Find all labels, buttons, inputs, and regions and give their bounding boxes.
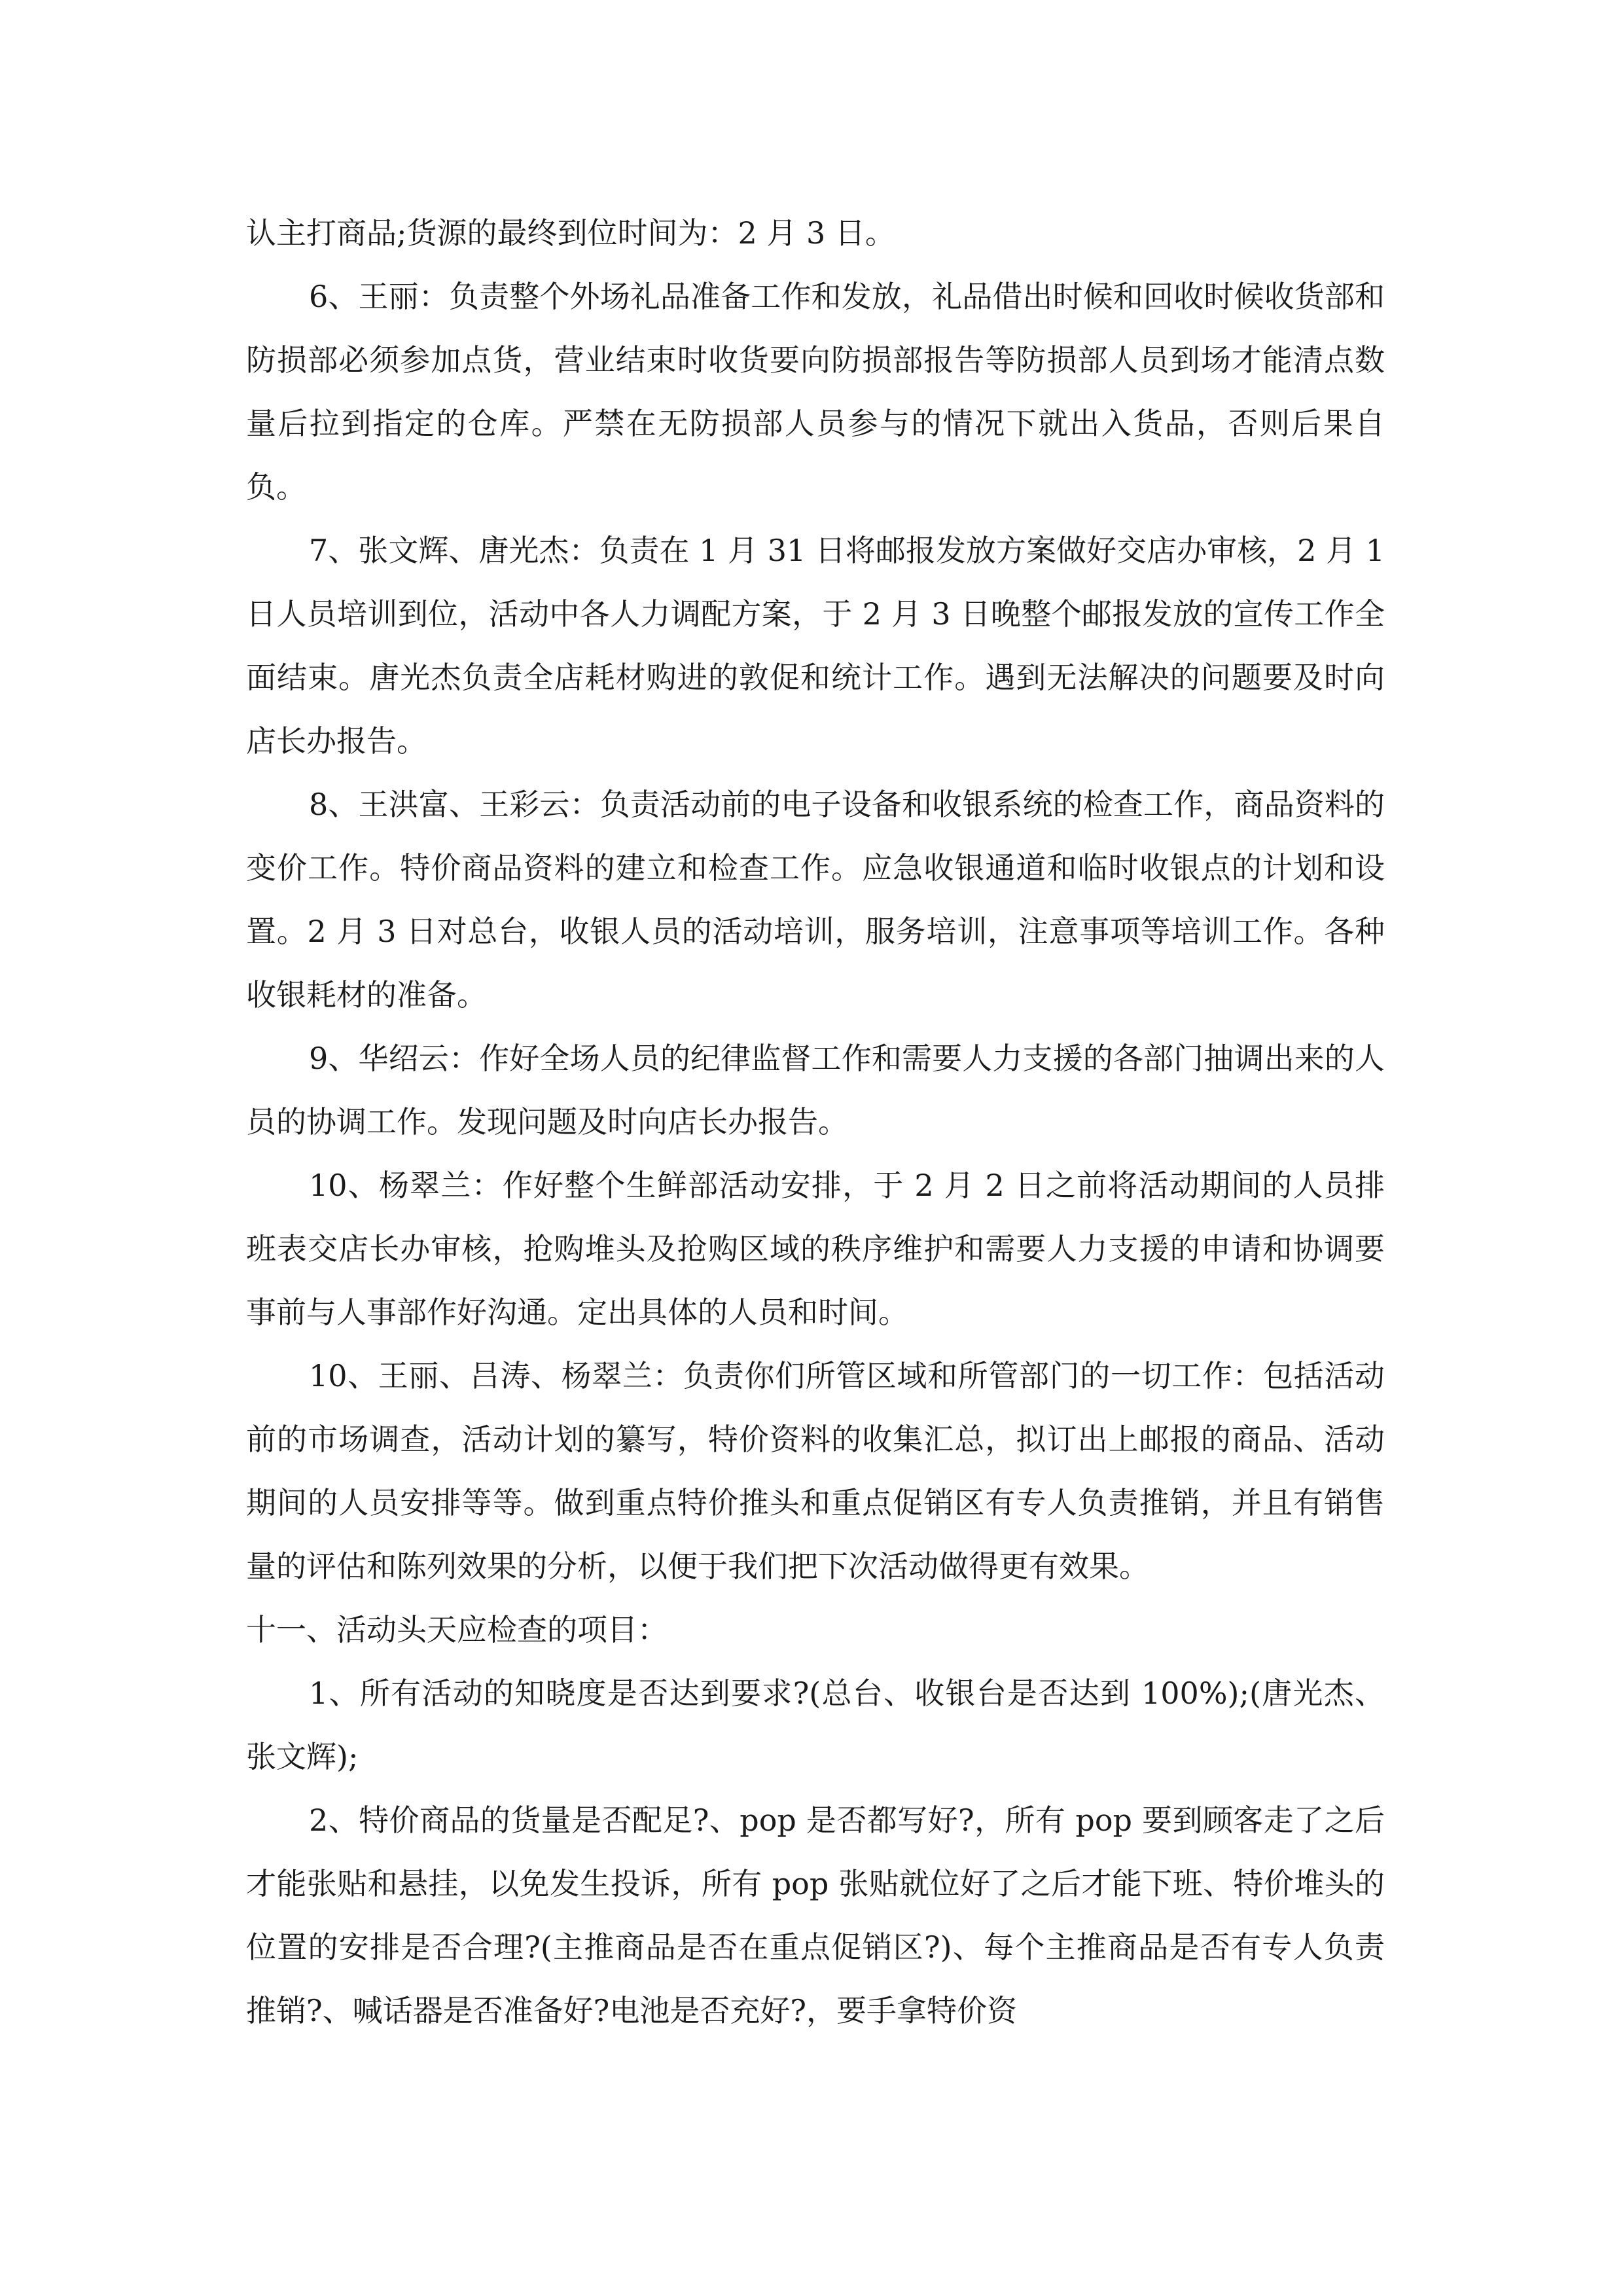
section-heading-11: 十一、活动头天应检查的项目： <box>246 1612 668 1647</box>
paragraph-check-1-awareness: 1、所有活动的知晓度是否达到要求?(总台、收银台是否达到 100%);(唐光杰、张文辉); <box>246 1676 1385 1774</box>
paragraph-item-10-area-managers: 10、王丽、吕涛、杨翠兰：负责你们所管区域和所管部门的一切工作：包括活动前的市场调查，活动计划的纂写，特价资料的收集汇总，拟订出上邮报的商品、活动期间的人员安排等等。做到重点特价推头和重点促销区有专人负责推销，并且有销售量的评估和陈列效果的分析，以便于我们把下次活动做得更有效果。 <box>246 1358 1385 1584</box>
paragraph-item-9-discipline: 9、华绍云：作好全场人员的纪律监督工作和需要人力支援的各部门抽调出来的人员的协调工作。发现问题及时向店长办报告。 <box>246 1041 1385 1139</box>
paragraph-check-2-stock-pop: 2、特价商品的货量是否配足?、pop 是否都写好?，所有 pop 要到顾客走了之后才能张贴和悬挂，以免发生投诉，所有 pop 张贴就位好了之后才能下班、特价堆头的位置的安排是否合理?(主推商品是否在重点促销区?)、每个主推商品是否有专人负责推销?、喊话器是否准备好?电池是否充好?，要手拿特价资 <box>246 1803 1385 2028</box>
paragraph-item-6-gifts: 6、王丽：负责整个外场礼品准备工作和发放，礼品借出时候和回收时候收货部和防损部必须参加点货，营业结束时收货要向防损部报告等防损部人员到场才能清点数量后拉到指定的仓库。严禁在无防损部人员参与的情况下就出入货品，否则后果自负。 <box>246 279 1385 505</box>
paragraph-item-7-mail-flyers: 7、张文辉、唐光杰：负责在 1 月 31 日将邮报发放方案做好交店办审核，2 月 1 日人员培训到位，活动中各人力调配方案，于 2 月 3 日晚整个邮报发放的宣传工作全面结束。唐光杰负责全店耗材购进的敦促和统计工作。遇到无法解决的问题要及时向店长办报告。 <box>246 533 1385 759</box>
paragraph-item-10-fresh-dept: 10、杨翠兰：作好整个生鲜部活动安排，于 2 月 2 日之前将活动期间的人员排班表交店长办审核，抢购堆头及抢购区域的秩序维护和需要人力支援的申请和协调要事前与人事部作好沟通。定出具体的人员和时间。 <box>246 1168 1385 1330</box>
paragraph-item-8-cashier-systems: 8、王洪富、王彩云：负责活动前的电子设备和收银系统的检查工作，商品资料的变价工作。特价商品资料的建立和检查工作。应急收银通道和临时收银点的计划和设置。2 月 3 日对总台，收银人员的活动培训，服务培训，注意事项等培训工作。各种收银耗材的准备。 <box>246 787 1385 1013</box>
document-body <box>246 202 1385 2043</box>
paragraph-supply-deadline: 认主打商品;货源的最终到位时间为：2 月 3 日。 <box>246 215 895 251</box>
